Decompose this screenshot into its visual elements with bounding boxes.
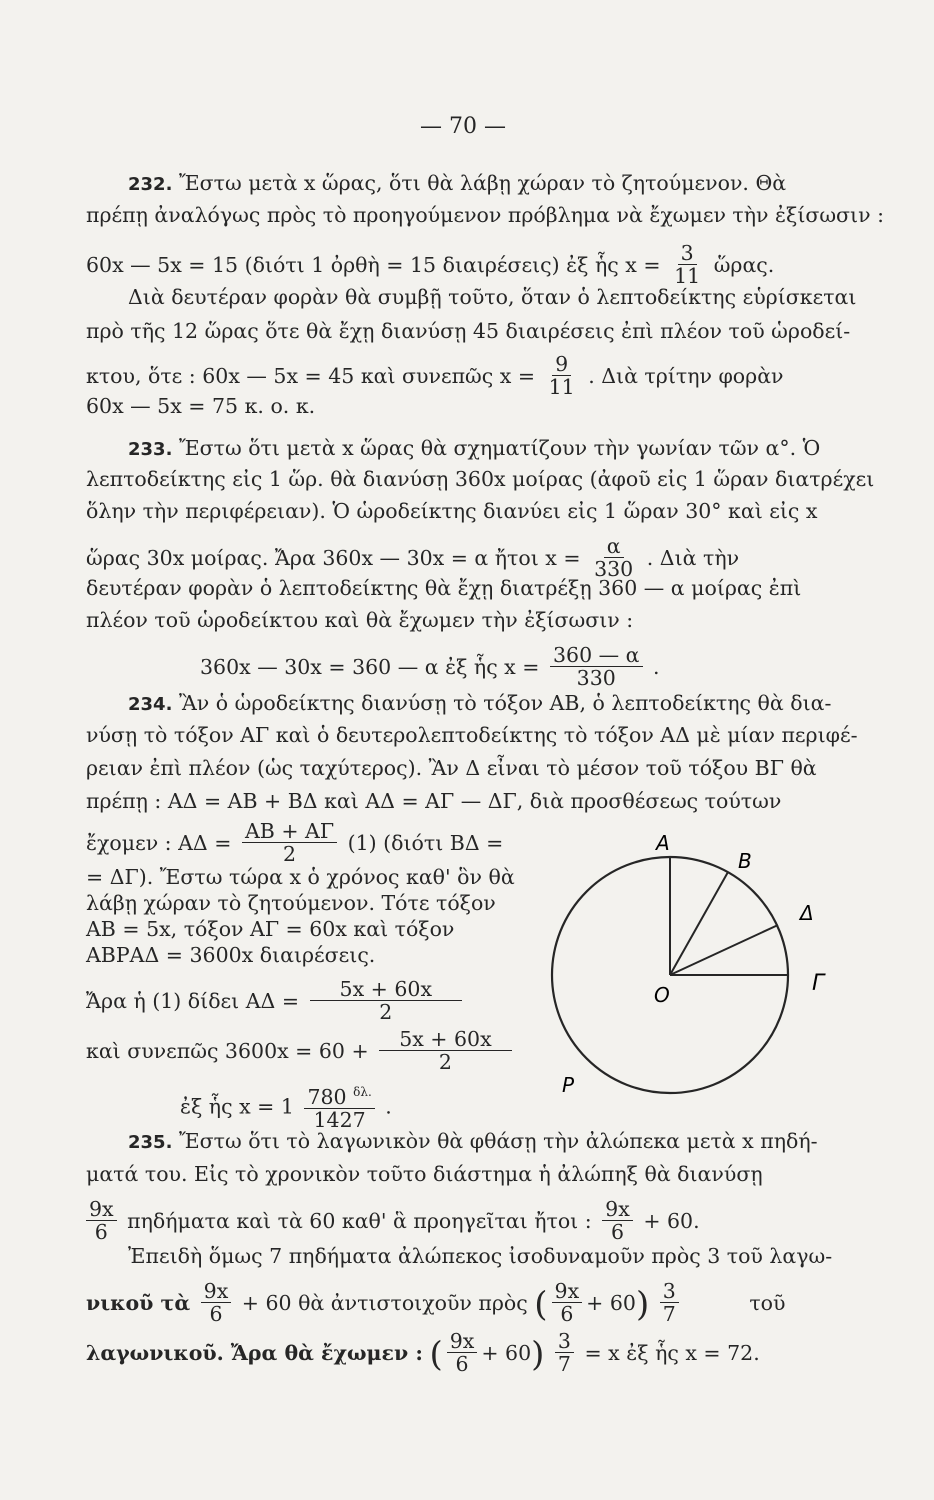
page-number: — 70 — [420, 114, 506, 139]
p234-line-2: νύσῃ τὸ τόξον ΑΓ καὶ ὁ δευτερολεπτοδείκτης τὸ τόξον ΑΔ μὲ μίαν περιφέ- [86, 723, 858, 747]
p235-line-3: $\frac{9x}{6}$ πηδήματα καὶ τὰ 60 καθ' ἃ προηγεῖται ἤτοι : $\frac{9x}{6}$ + 60. [86, 1200, 700, 1245]
problem-number-233: 233. [128, 439, 173, 460]
p235-line-1: 235. Ἔστω ὅτι τὸ λαγωνικὸν θὰ φθάσῃ τὴν ἀλώπεκα μετὰ x πηδή- [128, 1129, 818, 1153]
p233-line-3: ὅλην τὴν περιφέρειαν). Ὁ ὡροδείκτης διανύει εἰς 1 ὥραν 30° καὶ εἰς x [86, 499, 818, 523]
p234-line-5: ἔχομεν : ΑΔ = $\frac{AB + A\Gamma}{2}$ (1) (διότι ΒΔ = [86, 819, 504, 866]
p235-line-5: νικοῦ τὰ $\frac{9x}{6}$ + 60 θὰ ἀντιστοιχοῦν πρὸς ( $\frac{9x}{6}$ + 60) $\frac{3}{7}$ τοῦ [86, 1279, 786, 1326]
problem-number-232: 232. [128, 174, 173, 195]
p233-line-6: πλέον τοῦ ὡροδείκτου καὶ θὰ ἔχωμεν τὴν ἐξίσωσιν : [86, 608, 634, 632]
fraction: $\frac{3}{11}$ [674, 241, 701, 288]
label-a: A [656, 831, 670, 855]
p234-line-4: πρέπῃ : ΑΔ = ΑΒ + ΒΔ καὶ ΑΔ = ΑΓ — ΔΓ, διὰ προσθέσεως τούτων [86, 789, 782, 813]
p232-line-1: 232. Ἔστω μετὰ x ὥρας, ὅτι θὰ λάβῃ χώραν τὸ ζητούμενον. Θὰ [128, 171, 787, 195]
fraction: $\frac{\alpha}{330}$ [594, 534, 634, 581]
p234-line-11: καὶ συνεπῶς 3600x = 60 + $\frac{5x + 60x}{2}$ [86, 1030, 516, 1075]
fraction: $\frac{9x}{6}$ [552, 1280, 583, 1325]
label-o: O [654, 983, 670, 1007]
p234-line-6: = ΔΓ). Ἔστω τώρα x ὁ χρόνος καθ' ὃν θὰ [86, 865, 515, 889]
p232-line-5: πρὸ τῆς 12 ὥρας ὅτε θὰ ἔχῃ διανύσῃ 45 διαιρέσεις ἐπὶ πλέον τοῦ ὡροδεί- [86, 319, 851, 343]
p234-line-12: ἐξ ἧς x = 1 $\frac{780 ^{\delta\lambda.}}{1427}$ . [180, 1083, 392, 1133]
radius-od [670, 925, 778, 975]
p235-line-4: Ἐπειδὴ ὅμως 7 πηδήματα ἀλώπεκος ἰσοδυναμοῦν πρὸς 3 τοῦ λαγω- [128, 1244, 833, 1268]
p232-line-2: πρέπῃ ἀναλόγως πρὸς τὸ προηγούμενον πρόβλημα νὰ ἔχωμεν τὴν ἐξίσωσιν : [86, 203, 884, 227]
fraction: $\frac{780 ^{\delta\lambda.}}{1427}$ [304, 1081, 374, 1131]
p234-line-8: ΑΒ = 5x, τόξον ΑΓ = 60x καὶ τόξον [86, 917, 455, 941]
p234-line-9: ΑΒΡΑΔ = 3600x διαιρέσεις. [86, 943, 376, 967]
fraction: $\frac{9}{11}$ [548, 352, 575, 399]
p233-line-7: 360x — 30x = 360 — α ἐξ ἧς x = $\frac{360 — \alpha}{330}$ . [200, 643, 660, 690]
p234-line-10: Ἄρα ἡ (1) δίδει ΑΔ = $\frac{5x + 60x}{2}$ [86, 980, 466, 1025]
p233-line-2: λεπτοδείκτης εἰς 1 ὥρ. θὰ διανύσῃ 360x μοίρας (ἀφοῦ εἰς 1 ὥραν διατρέχει [86, 467, 875, 491]
problem-number-234: 234. [128, 694, 173, 715]
p234-line-3: ρειαν ἐπὶ πλέον (ὡς ταχύτερος). Ἂν Δ εἶναι τὸ μέσον τοῦ τόξου ΒΓ θὰ [86, 756, 817, 780]
fraction: $\frac{3}{7}$ [660, 1280, 679, 1325]
label-d: Δ [800, 901, 814, 925]
p232-line-6: κτου, ὅτε : 60x — 5x = 45 καὶ συνεπῶς x = $\frac{9}{11}$ . Διὰ τρίτην φορὰν [86, 352, 784, 399]
p232-line-4: Διὰ δευτέραν φορὰν θὰ συμβῇ τοῦτο, ὅταν ὁ λεπτοδείκτης εὑρίσκεται [128, 285, 857, 309]
label-g: Γ [812, 971, 825, 996]
clock-diagram [550, 830, 860, 1120]
fraction: $\frac{9x}{6}$ [201, 1280, 232, 1325]
p233-line-4: ὥρας 30x μοίρας. Ἄρα 360x — 30x = α ἤτοι x = $\frac{\alpha}{330}$ . Διὰ τὴν [86, 534, 740, 581]
fraction: $\frac{9x}{6}$ [447, 1330, 478, 1375]
fraction: $\frac{AB + A\Gamma}{2}$ [242, 820, 337, 865]
fraction: $\frac{3}{7}$ [555, 1330, 574, 1375]
fraction: $\frac{360 — \alpha}{330}$ [550, 644, 643, 689]
label-p: P [562, 1073, 575, 1097]
p235-line-2: ματά του. Εἰς τὸ χρονικὸν τοῦτο διάστημα ἡ ἀλώπηξ θὰ διανύσῃ [86, 1162, 763, 1186]
radius-ob [670, 872, 728, 975]
fraction: $\frac{5x + 60x}{2}$ [310, 978, 462, 1023]
fraction: $\frac{9x}{6}$ [86, 1198, 117, 1243]
p235-line-6: λαγωνικοῦ. Ἄρα θὰ ἔχωμεν : ( $\frac{9x}{6}$ + 60) $\frac{3}{7}$ = x ἐξ ἧς x = 72. [86, 1329, 760, 1376]
p232-line-7: 60x — 5x = 75 κ. ο. κ. [86, 394, 316, 418]
label-b: B [738, 849, 752, 873]
problem-number-235: 235. [128, 1132, 173, 1153]
p233-line-5: δευτέραν φορὰν ὁ λεπτοδείκτης θὰ ἔχῃ διατρέξῃ 360 — α μοίρας ἐπὶ [86, 576, 802, 600]
fraction: $\frac{5x + 60x}{2}$ [379, 1028, 511, 1073]
p234-line-1: 234. Ἂν ὁ ὡροδείκτης διανύσῃ τὸ τόξον ΑΒ, ὁ λεπτοδείκτης θὰ δια- [128, 691, 832, 715]
p234-line-7: λάβῃ χώραν τὸ ζητούμενον. Τότε τόξον [86, 891, 496, 915]
fraction: $\frac{9x}{6}$ [602, 1198, 633, 1243]
p232-line-3: 60x — 5x = 15 (διότι 1 ὀρθὴ = 15 διαιρέσεις) ἐξ ἧς x = $\frac{3}{11}$ ὥρας. [86, 241, 775, 288]
p233-line-1: 233. Ἔστω ὅτι μετὰ x ὥρας θὰ σχηματίζουν τὴν γωνίαν τῶν α°. Ὁ [128, 436, 821, 460]
